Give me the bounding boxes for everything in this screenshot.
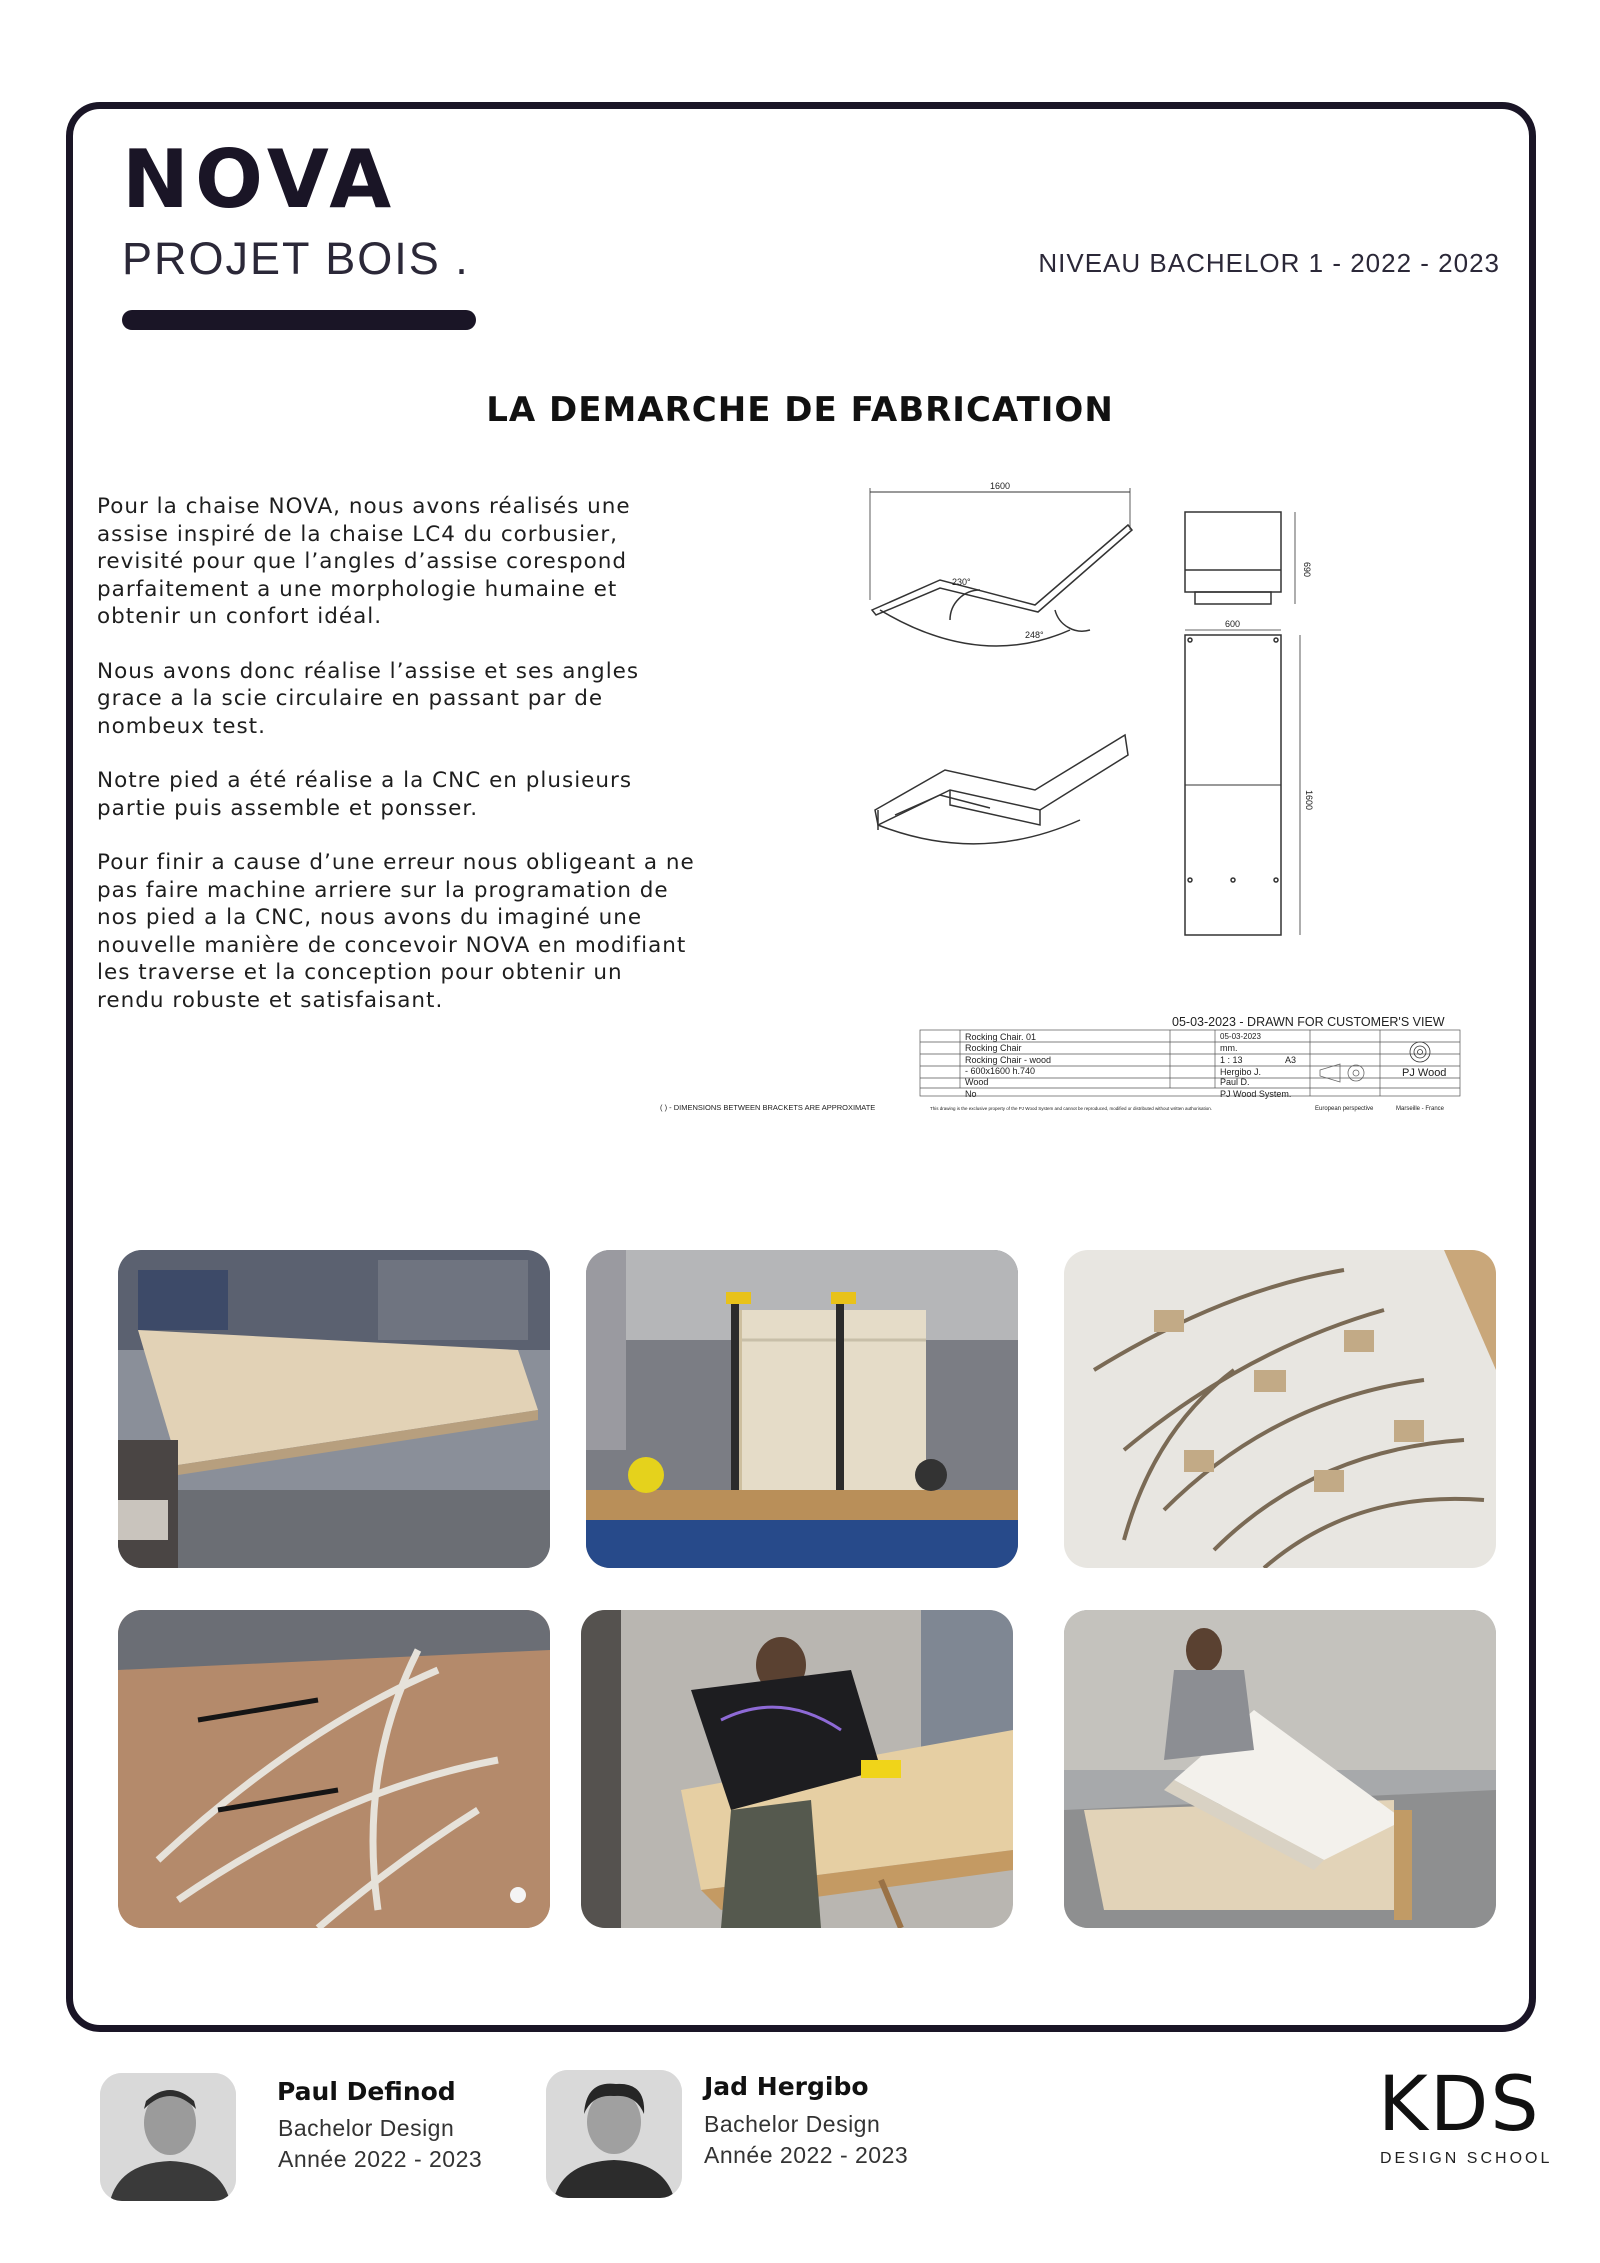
photo-sanding-assembly xyxy=(581,1610,1013,1928)
dim-width: 600 xyxy=(1225,619,1241,629)
paragraph: Nous avons donc réalise l’assise et ses angles grace a la scie circulaire en passant par de nombeux test. xyxy=(97,658,640,739)
tb-scale: 1 : 13 xyxy=(1220,1055,1243,1065)
tb-perspective: European perspective xyxy=(1315,1106,1374,1112)
tb-legal: This drawing is the exclusive property of the PJ Wood System and cannot be reproduced, modified or distributed without written authorisation. xyxy=(930,1106,1213,1111)
tb-description-1: Rocking Chair - wood xyxy=(965,1055,1052,1065)
tb-note: ( ) - DIMENSIONS BETWEEN BRACKETS ARE APPROXIMATE xyxy=(660,1103,876,1112)
tb-checked-by: Paul D. xyxy=(1220,1077,1250,1087)
tb-color: No xyxy=(965,1089,977,1099)
tb-collection: Rocking Chair xyxy=(965,1043,1022,1053)
angle-bottom: 248° xyxy=(1025,630,1044,640)
tb-drawn-by: Hergibo J. xyxy=(1220,1067,1262,1077)
tb-location: Marseille - France xyxy=(1396,1106,1445,1112)
author-year: Année 2022 - 2023 xyxy=(704,2142,909,2168)
tb-units: mm. xyxy=(1220,1043,1238,1053)
author-year: Année 2022 - 2023 xyxy=(278,2146,483,2172)
author-program: Bachelor Design xyxy=(278,2115,455,2141)
avatar xyxy=(100,2073,236,2201)
tb-company: PJ Wood System. xyxy=(1220,1089,1292,1099)
angle-top: 230° xyxy=(952,577,971,587)
school-name: DESIGN SCHOOL xyxy=(1380,2150,1553,2167)
projection-symbol-icon xyxy=(1320,1064,1364,1082)
photo-clamped-panels xyxy=(586,1250,1018,1568)
tb-logo-text: PJ Wood xyxy=(1402,1067,1447,1079)
kds-logo: KDS xyxy=(1378,2059,1541,2148)
photo-assembled-seat xyxy=(1064,1610,1496,1928)
paragraph: Pour la chaise NOVA, nous avons réalisés une assise inspiré de la chaise LC4 du corbusier, revisité pour que l’angles d’assise corespond parfaitement a une morphologie humaine et obtenir un confort idéal. xyxy=(97,494,631,629)
technical-drawing xyxy=(650,470,1500,1140)
title-underline xyxy=(122,310,476,330)
tb-material: Wood xyxy=(965,1077,989,1087)
paragraph: Notre pied a été réalise a la CNC en plusieurs partie puis assemble et ponsser. xyxy=(97,768,633,821)
description-text xyxy=(97,493,697,1041)
tb-date: 05-03-2023 xyxy=(1220,1032,1261,1041)
avatar xyxy=(546,2070,682,2198)
level-label: NIVEAU BACHELOR 1 - 2022 - 2023 xyxy=(1038,248,1500,278)
photo-glued-curves xyxy=(118,1610,550,1928)
dim-length: 1600 xyxy=(990,481,1011,491)
author-program: Bachelor Design xyxy=(704,2111,881,2137)
dim-height: 690 xyxy=(1302,562,1312,578)
title-block-header: 05-03-2023 - DRAWN FOR CUSTOMER'S VIEW xyxy=(1172,1015,1445,1029)
author-name: Paul Definod xyxy=(277,2077,456,2106)
project-brand: NOVA xyxy=(122,133,398,226)
dim-depth: 1600 xyxy=(1304,790,1314,811)
photo-cnc-cut-board xyxy=(1064,1250,1496,1568)
tb-description-2: - 600x1600 h.740 xyxy=(965,1066,1036,1076)
photo-sheet-cutting xyxy=(118,1250,550,1568)
section-title: LA DEMARCHE DE FABRICATION xyxy=(486,390,1114,430)
tb-project: Rocking Chair. 01 xyxy=(965,1032,1037,1042)
pj-wood-logo-icon xyxy=(1410,1042,1430,1062)
paragraph: Pour finir a cause d’une erreur nous obligeant a ne pas faire machine arriere sur la programation de nos pied a la CNC, nous avons du imaginé une nouvelle manière de concevoir NOVA en modifiant les traverse et la conception pour obtenir un rendu robuste et satisfaisant. xyxy=(97,850,695,1013)
author-name: Jad Hergibo xyxy=(704,2072,869,2101)
project-subtitle: PROJET BOIS . xyxy=(122,233,470,284)
tb-size: A3 xyxy=(1285,1055,1297,1065)
